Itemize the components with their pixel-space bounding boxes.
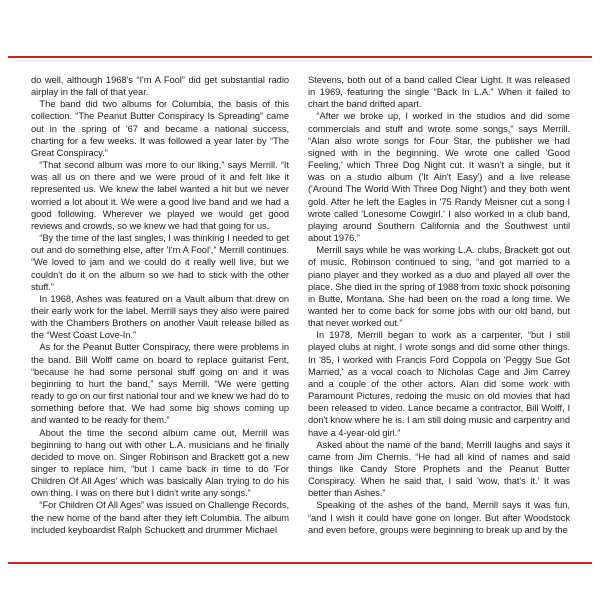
bottom-red-rule	[8, 562, 592, 564]
paragraph: In 1968, Ashes was featured on a Vault album that drew on their early work for the label. Merrill says they also were paired with the Chambers Brothers on another Vault release billed as the “West Coast Love-In.”	[31, 293, 289, 341]
right-column	[308, 74, 570, 536]
paragraph: Merrill says while he was working L.A. clubs, Brackett got out of music. Robinson continued to sing, “and got married to a piano player and they worked as a duo and played all over the place. She died in the spring of 1988 from toxic shock poisoning in Butte, Montana. She had been on the road a long time. We wanted her to come back for some jobs with our old band, but that never worked out.”	[308, 245, 570, 329]
top-red-rule	[8, 56, 592, 58]
paragraph: In 1978, Merrill began to work as a carpenter, “but I still played clubs at night. I wrote songs and did some other things. In '85, I worked with Francis Ford Coppola on 'Peggy Sue Got Married,' as a vocal coach to Nicholas Cage and Jim Carrey and a couple of the other actors. Alan did some work with Paramount Pictures, redoing the music on old movies that had been released to video. Lance became a contractor, Bill Wolff, I don't know where he is. I am still doing music and carpentry and have a 4-year-old girl.”	[308, 330, 570, 438]
paragraph: “By the time of the last singles, I was thinking I needed to get out and do something else, after 'I'm A Fool',” Merrill continues. “We loved to jam and we could do it really well live, but we couldn't do it on the album so we had to stick with the other stuff.”	[31, 233, 289, 292]
paragraph: “That second album was more to our liking,” says Merrill. “It was all us on there and we were proud of it and felt like it represented us. We knew the label wanted a hit but we never worried a lot about it. We were a good live band and we had a good following. Wherever we played we would get good reviews and crowds, so we knew we had that going for us.	[31, 160, 289, 231]
paragraph: Asked about the name of the band, Merrill laughs and says it came from Jim Chernis. “He had all kind of names and said things like Candy Store Prophets and the Peanut Butter Conspiracy. When he said that, I said 'wow, that's it.' It was better than Ashes.”	[308, 439, 570, 499]
left-column	[31, 74, 289, 536]
paragraph: The band did two albums for Columbia, the basis of this collection. “The Peanut Butter Conspiracy Is Spreading” came out in the spring of '67 and became a national success, charting for a few weeks. It was followed a year later by “The Great Conspiracy.”	[31, 99, 289, 158]
paragraph: Speaking of the ashes of the band, Merrill says it was fun, “and I wish it could have gone on longer. But after Woodstock and even before, groups were beginning to break up and by the	[308, 500, 570, 535]
paragraph: Stevens, both out of a band called Clear Light. It was released in 1969, featuring the single “Back In L.A.” When it failed to chart the band drifted apart.	[308, 75, 570, 110]
paragraph: “For Children Of All Ages” was issued on Challenge Records, the new home of the band after they left Columbia. The album included keyboardist Ralph Schuckett and drummer Michael	[31, 500, 289, 535]
paragraph: As for the Peanut Butter Conspiracy, there were problems in the band. Bill Wolff came on board to replace guitarist Fent, “because he had some personal stuff going on and it was beginning to hurt the band,” says Merrill. “We were getting ready to go on our first national tour and we knew we had do to something before that. We had some big shows coming up and wanted to be ready for them.”	[31, 342, 289, 426]
paragraph: do well, although 1968's “I'm A Fool” did get substantial radio airplay in the fall of that year.	[31, 75, 289, 98]
paragraph: “After we broke up, I worked in the studios and did some commercials and stuff and wrote some songs,” says Merrill. “Alan also wrote songs for Four Star, the publisher we had signed with in the beginning. We wrote one called 'Good Feeling,' which Three Dog Night cut. It wasn't a single, but it was on a studio album ('It Ain't Easy') and a live release ('Around The World With Three Dog Night') and they both went gold. After he left the Eagles in '75 Randy Meisner cut a song I wrote called 'Lonesome Cowgirl.' I also worked in a club band, playing around Southern California and the Southwest until about 1976.”	[308, 111, 570, 244]
paragraph: About the time the second album came out, Merrill was beginning to hang out with other L.A. musicians and he finally decided to move on. Singer Robinson and Brackett got a new singer to replace him, “but I came back in time to do 'For Children Of All Ages' which was basically Alan trying to do his own thing. I was on there but I didn't write any songs.”	[31, 427, 289, 499]
